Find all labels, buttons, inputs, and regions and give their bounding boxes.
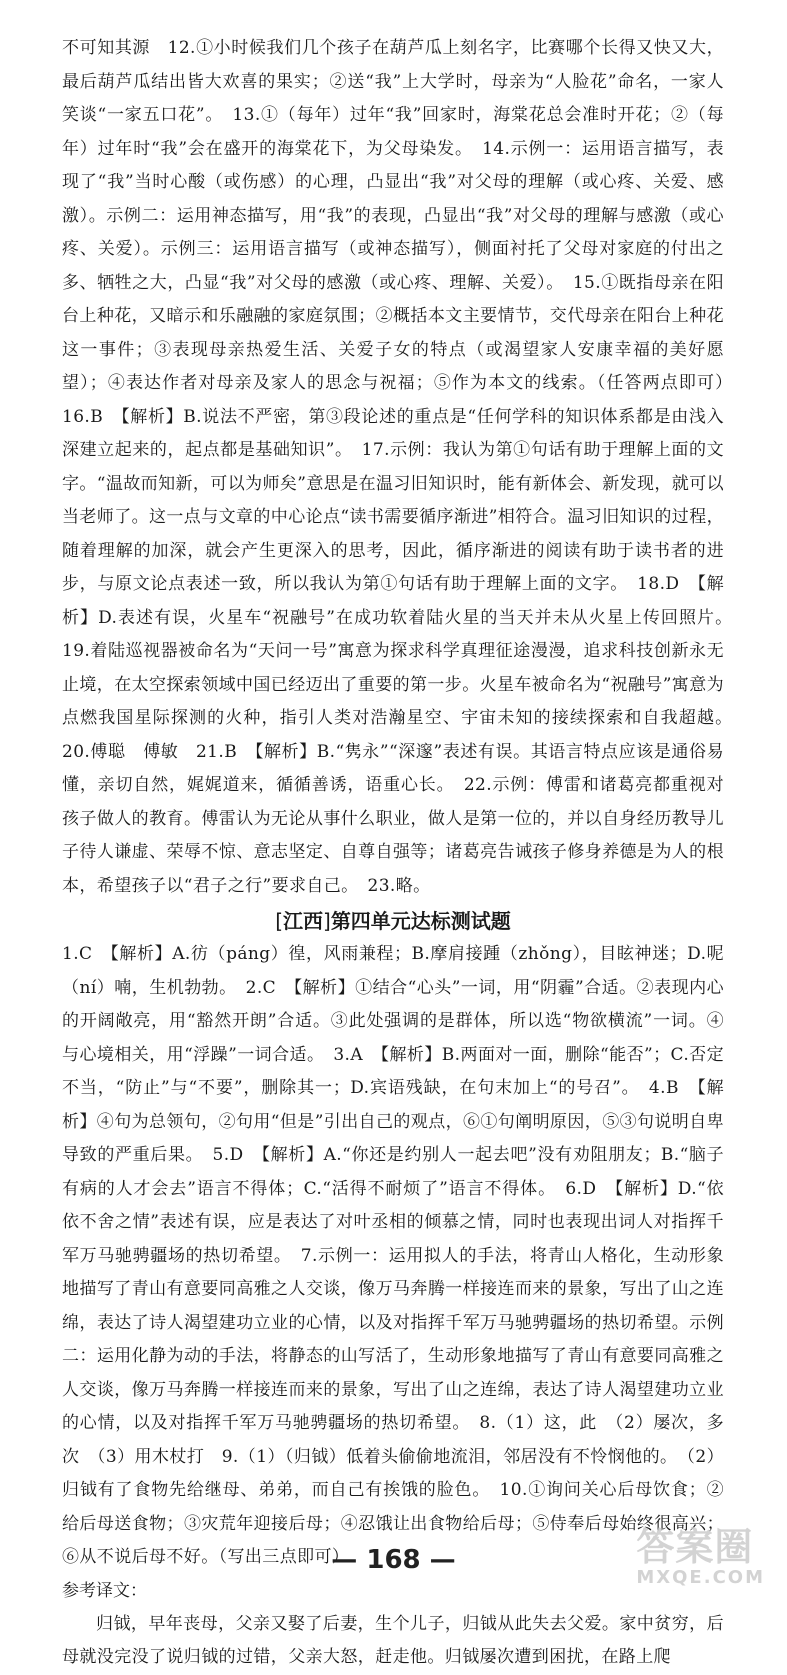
translation-label: 参考译文： [62,1580,147,1601]
answer-page [62,32,742,1675]
watermark-logo [636,1527,765,1588]
answers-block-unit4: 1.C 【解析】A.彷（páng）徨，风雨兼程；B.摩肩接踵（zhǒng），目眩神迷；D.呢（ní）喃，生机勃勃。 2.C 【解析】①结合“心头”一词，用“阴霾”合适。②表现内心的开阔敞亮，用“豁然开朗”合适。③此处强调的是群体，所以选“物欲横流”一词。④与心境相关，用“浮躁”一词合适。 3.A 【解析】B.两面对一面，删除“能否”；C.否定不当，“防止”与“不要”，删除其一；D.宾语残缺，在句末加上“的号召”。 4.B 【解析】④句为总领句，②句用“但是”引出自己的观点，⑥①句阐明原因，⑤③句说明自卑导致的严重后果。 5.D 【解析】A.“你还是约别人一起去吧”没有劝阻朋友；B.“脑子有病的人才会去”语言不得体；C.“活得不耐烦了”语言不得体。 6.D 【解析】D.“依依不舍之情”表述有误，应是表达了对叶丞相的倾慕之情，同时也表现出词人对指挥千军万马驰骋疆场的热切希望。 7.示例一：运用拟人的手法，将青山人格化，生动形象地描写了青山有意要同高雅之人交谈，像万马奔腾一样接连而来的景象，写出了山之连绵，表达了诗人渴望建功立业的心情，以及对指挥千军万马驰骋疆场的热切希望。示例二：运用化静为动的手法，将静态的山写活了，生动形象地描写了青山有意要同高雅之人交谈，像万马奔腾一样接连而来的景象，写出了山之连绵，表达了诗人渴望建功立业的心情，以及对指挥千军万马驰骋疆场的热切希望。 8.（1）这，此 （2）屡次，多次 （3）用木杖打 9.（1）（归钺）低着头偷偷地流泪，邻居没有不怜悯他的。 （2）归钺有了食物先给继母、弟弟，而自己有挨饿的脸色。 10.①询问关心后母饮食；②给后母送食物；③灾荒年迎接后母；④忍饿让出食物给后母；⑤侍奉后母始终很高兴；⑥从不说后母不好。（写出三点即可） [62,944,724,1567]
watermark-main: 答案圈 [636,1525,754,1569]
heading-bracket-right: ] [323,909,331,933]
translation-text: 归钺，早年丧母，父亲又娶了后妻，生个儿子，归钺从此失去父爱。家中贫穷，后母就没完没了说归钺的过错，父亲大怒，赶走他。归钺屡次遭到困扰，在路上爬 [62,1613,724,1667]
section-heading [62,905,724,937]
page-number: — 168 — [331,1545,456,1575]
answers-block-unit3: 不可知其源 12.①小时候我们几个孩子在葫芦瓜上刻名字，比赛哪个长得又快又大，最后葫芦瓜结出皆大欢喜的果实；②送“我”上大学时，母亲为“人脸花”命名，一家人笑谈“一家五口花”。 13.①（每年）过年“我”回家时，海棠花总会准时开花；②（每年）过年时“我”会在盛开的海棠花下，为父母染发。 14.示例一：运用语言描写，表现了“我”当时心酸（或伤感）的心理，凸显出“我”对父母的理解（或心疼、关爱、感激）。示例二：运用神态描写，用“我”的表现，凸显出“我”对父母的理解与感激（或心疼、关爱）。示例三：运用语言描写（或神态描写），侧面衬托了父母对家庭的付出之多、牺牲之大，凸显“我”对父母的感激（或心疼、理解、关爱）。 15.①既指母亲在阳台上种花，又暗示和乐融融的家庭氛围；②概括本文主要情节，交代母亲在阳台上种花这一事件；③表现母亲热爱生活、关爱子女的特点（或渴望家人安康幸福的美好愿望）；④表达作者对母亲及家人的思念与祝福；⑤作为本文的线索。（任答两点即可） 16.B 【解析】B.说法不严密，第③段论述的重点是“任何学科的知识体系都是由浅入深建立起来的，起点都是基础知识”。 17.示例：我认为第①句话有助于理解上面的文字。“温故而知新，可以为师矣”意思是在温习旧知识时，能有新体会、新发现，就可以当老师了。这一点与文章的中心论点“读书需要循序渐进”相符合。温习旧知识的过程，随着理解的加深，就会产生更深入的思考，因此，循序渐进的阅读有助于读书者的进步，与原文论点表述一致，所以我认为第①句话有助于理解上面的文字。 18.D 【解析】D.表述有误，火星车“祝融号”在成功软着陆火星的当天并未从火星上传回照片。 19.着陆巡视器被命名为“天问一号”寓意为探求科学真理征途漫漫，追求科技创新永无止境，在太空探索领域中国已经迈出了重要的第一步。火星车被命名为“祝融号”寓意为点燃我国星际探测的火种，指引人类对浩瀚星空、宇宙未知的接续探索和自我超越。 20.傅聪 傅敏 21.B 【解析】B.“隽永”“深邃”表述有误。其语言特点应该是通俗易懂，亲切自然，娓娓道来，循循善诱，语重心长。 22.示例：傅雷和诸葛亮都重视对孩子做人的教育。傅雷认为无论从事什么职业，做人是第一位的，并以自身经历教导儿子待人谦虚、荣辱不惊、意志坚定、自尊自强等；诸葛亮告诫孩子修身养德是为人的根本，希望孩子以“君子之行”要求自己。 23.略。 [62,38,742,896]
heading-bracket-left: [ [275,909,283,933]
watermark-url: MXQE.COM [636,1567,765,1588]
heading-region: 江西 [283,909,323,933]
heading-title: 第四单元达标测试题 [330,909,511,933]
